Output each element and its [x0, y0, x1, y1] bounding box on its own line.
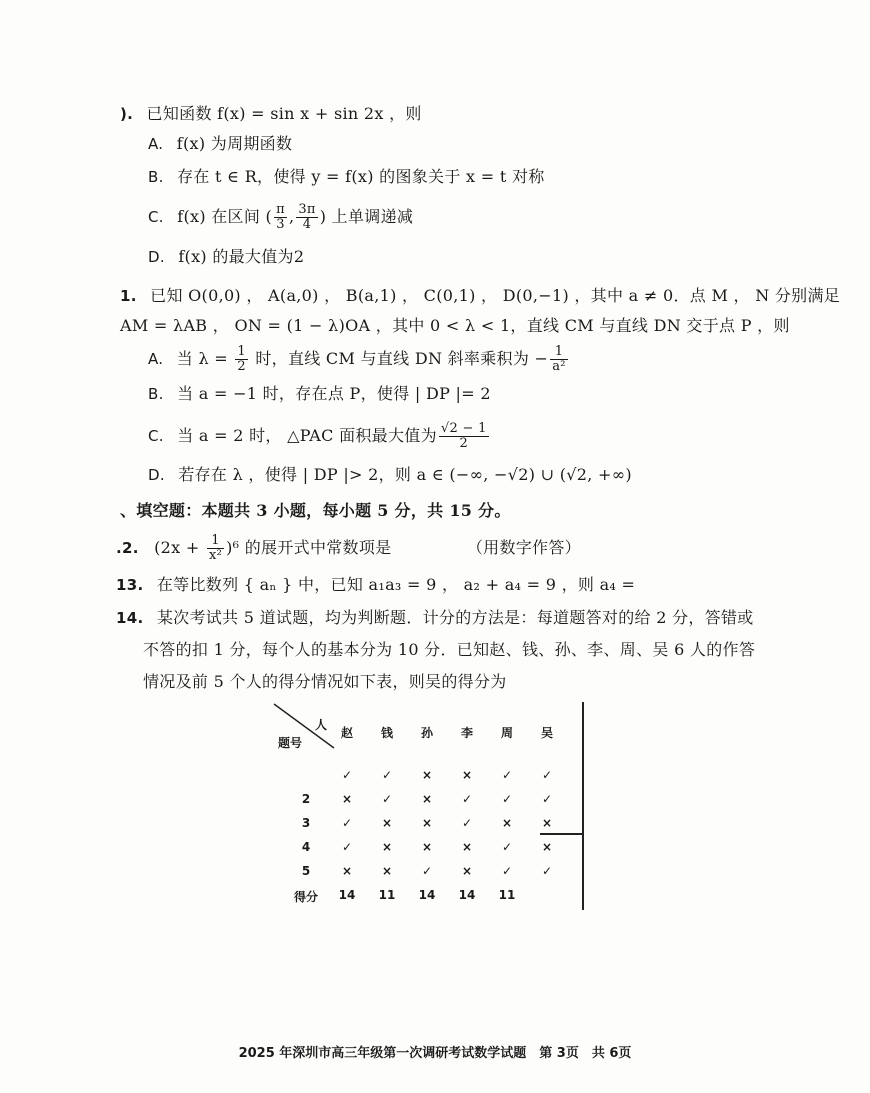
numerator: 1 [550, 345, 568, 360]
table-cell: 14 [338, 888, 356, 902]
option-text: 当 a = 2 时， △PAC 面积最大值为 [177, 426, 437, 445]
q12-number: .2. [116, 539, 139, 557]
table-cell: 14 [418, 888, 436, 902]
q11-stem-line1 [120, 286, 840, 306]
table-cell: ✓ [461, 816, 473, 830]
table-cell: ✓ [541, 768, 553, 782]
table-header-cell: 李 [460, 726, 473, 740]
denominator: a² [552, 359, 566, 374]
table-cell: ✓ [461, 792, 473, 806]
fraction [274, 203, 287, 232]
table-cell: ✓ [341, 840, 353, 854]
row-label: 4 [301, 840, 311, 854]
table-cell: × [501, 816, 513, 830]
q11-stem-text: AM = λAB ， ON = (1 − λ)OA ，其中 0 < λ < 1，直线 CM 与直线 DN 交于点 P ，则 [120, 316, 790, 335]
table-header-cell: 周 [500, 726, 513, 740]
option-text: 若存在 λ ，使得 | DP |> 2，则 a ∈ (−∞, −√2) ∪ (√2, +∞) [178, 465, 632, 484]
table-cell: × [381, 864, 393, 878]
numerator: 1 [207, 534, 224, 549]
q10-number: ). [120, 105, 134, 123]
option-text: 当 a = −1 时，存在点 P，使得 | DP |= 2 [177, 384, 491, 403]
table-cell: × [541, 840, 553, 854]
denominator: 3 [276, 217, 285, 232]
table-header-cell: 吴 [540, 726, 553, 740]
option-text: 时，直线 CM 与直线 DN 斜率乘积为 − [249, 349, 549, 368]
table-cell: 11 [378, 888, 396, 902]
q10-stem-text: 已知函数 f(x) = sin x + sin 2x ，则 [146, 104, 422, 123]
table-cell: 14 [458, 888, 476, 902]
table-cell: × [421, 816, 433, 830]
q10-option-d [148, 247, 304, 267]
score-table [272, 702, 584, 912]
q11-option-d [148, 465, 632, 485]
denominator: 4 [302, 217, 312, 232]
table-cell: ✓ [341, 816, 353, 830]
option-label: A. [148, 135, 164, 153]
q10-option-a [148, 134, 292, 154]
table-partial-line [540, 833, 582, 835]
q13-text: 在等比数列 { aₙ } 中，已知 a₁a₃ = 9 ， a₂ + a₄ = 9 ，则 a₄ = [156, 575, 636, 594]
table-cell: × [421, 792, 433, 806]
denominator: 2 [237, 359, 246, 374]
table-cell: × [381, 840, 393, 854]
option-text: f(x) 在区间 ( [177, 207, 273, 226]
fraction [235, 345, 248, 374]
table-header-cell: 赵 [340, 726, 353, 740]
q11-option-b [148, 384, 491, 404]
table-cell: × [381, 816, 393, 830]
table-right-border [582, 702, 584, 910]
q14-number: 14. [116, 609, 144, 627]
denominator: x² [208, 548, 223, 563]
numerator: 1 [237, 344, 246, 359]
table-cell: ✓ [501, 768, 513, 782]
q11-stem-text: 已知 O(0,0) ， A(a,0) ， B(a,1) ， C(0,1) ， D(0,−1) ，其中 a ≠ 0．点 M ， N 分别满足 [150, 286, 841, 305]
row-label: 2 [301, 792, 311, 806]
option-text: 存在 t ∈ R，使得 y = f(x) 的图象关于 x = t 对称 [177, 167, 545, 186]
option-text: f(x) 为周期函数 [176, 134, 293, 153]
table-cell: ✓ [421, 864, 433, 878]
fraction [207, 534, 224, 563]
corner-label-question: 题号 [277, 736, 302, 750]
q14-line3: 情况及前 5 个人的得分情况如下表，则吴的得分为 [143, 672, 507, 691]
option-label: C. [148, 427, 164, 445]
q11-number: 1. [120, 287, 137, 305]
page-footer: 2025 年深圳市高三年级第一次调研考试数学试题 第 3页 共 6页 [238, 1046, 632, 1061]
option-text: ) 上单调递减 [319, 207, 414, 226]
table-header-cell: 钱 [380, 726, 393, 740]
section-heading-fill-in: 、填空题：本题共 3 小题，每小题 5 分，共 15 分。 [120, 501, 511, 520]
denominator: 2 [459, 436, 469, 451]
table-cell: × [461, 864, 473, 878]
table-cell: ✓ [501, 792, 513, 806]
table-cell: × [461, 768, 473, 782]
q11-option-a [148, 345, 570, 374]
table-cell: × [341, 792, 353, 806]
option-label: B. [148, 385, 164, 403]
q14-text: 某次考试共 5 道试题，均为判断题．计分的方法是：每道题答对的给 2 分，答错或 [156, 608, 754, 627]
q11-option-c [148, 422, 491, 451]
q10-stem [120, 104, 422, 124]
table-cell: ✓ [541, 864, 553, 878]
option-text: f(x) 的最大值为2 [178, 247, 305, 266]
option-label: A. [148, 350, 164, 368]
option-label: B. [148, 168, 164, 186]
table-cell: 11 [498, 888, 516, 902]
q13-number: 13. [116, 576, 144, 594]
table-cell: × [341, 864, 353, 878]
table-cell: × [421, 840, 433, 854]
fraction [550, 345, 568, 374]
table-cell: ✓ [501, 840, 513, 854]
table-header-cell: 孙 [420, 726, 433, 740]
option-label: D. [148, 466, 165, 484]
row-label: 得分 [293, 890, 318, 904]
fraction [296, 203, 317, 232]
q13 [116, 575, 635, 595]
table-cell: × [461, 840, 473, 854]
table-cell: × [421, 768, 433, 782]
table-cell: ✓ [381, 792, 393, 806]
q10-option-b [148, 167, 545, 187]
table-cell: ✓ [541, 792, 553, 806]
corner-label-person: 人 [314, 718, 327, 732]
q10-option-c: C. f(x) 在区间 ( $\frac{\pi}{3}$ , $\frac{3\pi}{4}$ ) 上单调递减 [148, 202, 414, 232]
fraction [439, 422, 489, 451]
numerator: √2 − 1 [440, 421, 487, 436]
option-text: 当 λ = [176, 349, 234, 368]
numerator: 3π [298, 202, 316, 217]
q14-line1 [116, 608, 754, 628]
option-label: C. [148, 208, 164, 226]
table-cell: ✓ [381, 768, 393, 782]
numerator: π [276, 202, 285, 217]
option-label: D. [148, 248, 165, 266]
q12-hint: （用数字作答） [466, 538, 581, 557]
q12 [116, 534, 581, 563]
row-label: 5 [301, 864, 311, 878]
row-label: 3 [301, 816, 311, 830]
table-cell: ✓ [341, 768, 353, 782]
table-cell: × [541, 816, 553, 830]
q12-text: )⁶ 的展开式中常数项是 [226, 538, 392, 557]
q12-text: (2x + [154, 538, 205, 557]
table-cell: ✓ [501, 864, 513, 878]
q11-stem-line2 [120, 316, 790, 336]
q14-line2: 不答的扣 1 分，每个人的基本分为 10 分．已知赵、钱、孙、李、周、吴 6 人的作答 [143, 640, 756, 659]
